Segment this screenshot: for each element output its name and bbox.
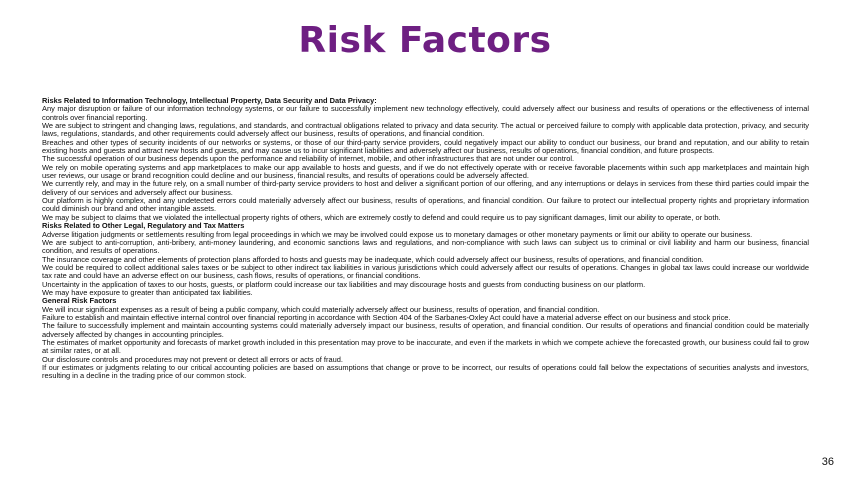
page-title: Risk Factors	[298, 20, 552, 61]
paragraph: The successful operation of our business depends upon the performance and reliability of internet, mobile, and other infrastructures that are not under our control.	[42, 154, 575, 164]
section-heading: General Risk Factors	[42, 296, 117, 306]
paragraph: We are subject to stringent and changing laws, regulations, and standards, and contractual obligations related to privacy and data security. The actual or perceived failure to comply with applicable data protection, privacy, and security laws, regulations, standards, and other requirements could adversely affect our business, results of operations, and financial condition.	[42, 121, 809, 139]
paragraph: The estimates of market opportunity and forecasts of market growth included in this presentation may prove to be inaccurate, and even if the markets in which we compete achieve the forecasted growth, our business could fail to grow at similar rates, or at all.	[42, 337, 809, 356]
paragraph: We may have exposure to greater than anticipated tax liabilities.	[42, 287, 253, 297]
paragraph: Our platform is highly complex, and any undetected errors could materially adversely affect our business, results of operations, and financial condition. Our failure to protect our intellectual property rights and proprietary information could diminish our brand and other intangible assets.	[42, 196, 809, 214]
paragraph: Failure to establish and maintain effective internal control over financial reporting in accordance with Section 404 of the Sarbanes-Oxley Act could have a material adverse effect on our business and stock price.	[42, 312, 731, 322]
paragraph: The insurance coverage and other elements of protection plans afforded to hosts and guests may be inadequate, which could adversely affect our business, results of operations, and financial condition.	[42, 254, 704, 264]
paragraph: Our disclosure controls and procedures may not prevent or detect all errors or acts of fraud.	[42, 354, 343, 364]
paragraph: We could be required to collect additional sales taxes or be subject to other indirect tax liabilities in various jurisdictions which could adversely affect our results of operations. Changes in global tax laws could increase our worldwide tax rate and could have an adverse effect on our business, cash flows, results of operations, or financial conditions.	[42, 262, 809, 281]
section-general-risk-factors	[42, 297, 809, 380]
paragraph: Breaches and other types of security incidents of our networks or systems, or those of our third-party service providers, could negatively impact our ability to conduct our business, our brand and reputation, and our ability to retain existing hosts and guests and attract new hosts and guests, and may cause us to incur significant liabilities and adversely affect our business, results of operations, financial condition, and future prospects.	[42, 137, 809, 156]
paragraph: Any major disruption or failure of our information technology systems, or our failure to successfully implement new technology effectively, could adversely affect our business and results of operations or the effectiveness of internal controls over financial reporting.	[42, 104, 809, 122]
section-heading: Risks Related to Other Legal, Regulatory and Tax Matters	[42, 221, 245, 231]
paragraph: We are subject to anti-corruption, anti-bribery, anti-money laundering, and economic sanctions laws and regulations, and non-compliance with such laws can subject us to criminal or civil liability and harm our business, financial condition, and results of operations.	[42, 237, 809, 256]
paragraph: We currently rely, and may in the future rely, on a small number of third-party service providers to host and deliver a significant portion of our offering, and any interruptions or delays in services from these third parties could impair the delivery of our services and adversely affect our business.	[42, 179, 809, 197]
page-number: 36	[821, 456, 834, 468]
section-legal-regulatory-tax	[42, 222, 809, 297]
section-heading: Risks Related to Information Technology, Intellectual Property, Data Security and Data Privacy:	[42, 96, 377, 105]
paragraph: We rely on mobile operating systems and app marketplaces to make our app available to hosts and guests, and if we do not effectively operate with or receive favorable placements within such app marketplaces and maintain high user reviews, our usage or brand recognition could decline and our business, financial results, and results of operations could be adversely affected.	[42, 162, 809, 181]
paragraph: The failure to successfully implement and maintain accounting systems could materially adversely impact our business, results of operation, and financial condition. Our results of operations and financial condition could be materially adversely affected by changes in accounting principles.	[42, 321, 809, 339]
paragraph: If our estimates or judgments relating to our critical accounting policies are based on assumptions that change or prove to be incorrect, our results of operations could fall below the expectations of securities analysts and investors, resulting in a decline in the trading price of our common stock.	[42, 363, 809, 381]
section-it-ip-data	[42, 97, 809, 222]
risk-factors-body	[42, 97, 809, 381]
paragraph: Adverse litigation judgments or settlements resulting from legal proceedings in which we may be involved could expose us to monetary damages or other monetary payments or limit our ability to operate our business.	[42, 229, 753, 239]
paragraph: Uncertainty in the application of taxes to our hosts, guests, or platform could increase our tax liabilities and may discourage hosts and guests from conducting business on our platform.	[42, 279, 646, 289]
paragraph: We will incur significant expenses as a result of being a public company, which could materially adversely affect our business, results of operation, and financial condition.	[42, 304, 600, 314]
paragraph: We may be subject to claims that we violated the intellectual property rights of others, which are extremely costly to defend and could require us to pay significant damages, limit our ability to operate, or both.	[42, 212, 721, 222]
